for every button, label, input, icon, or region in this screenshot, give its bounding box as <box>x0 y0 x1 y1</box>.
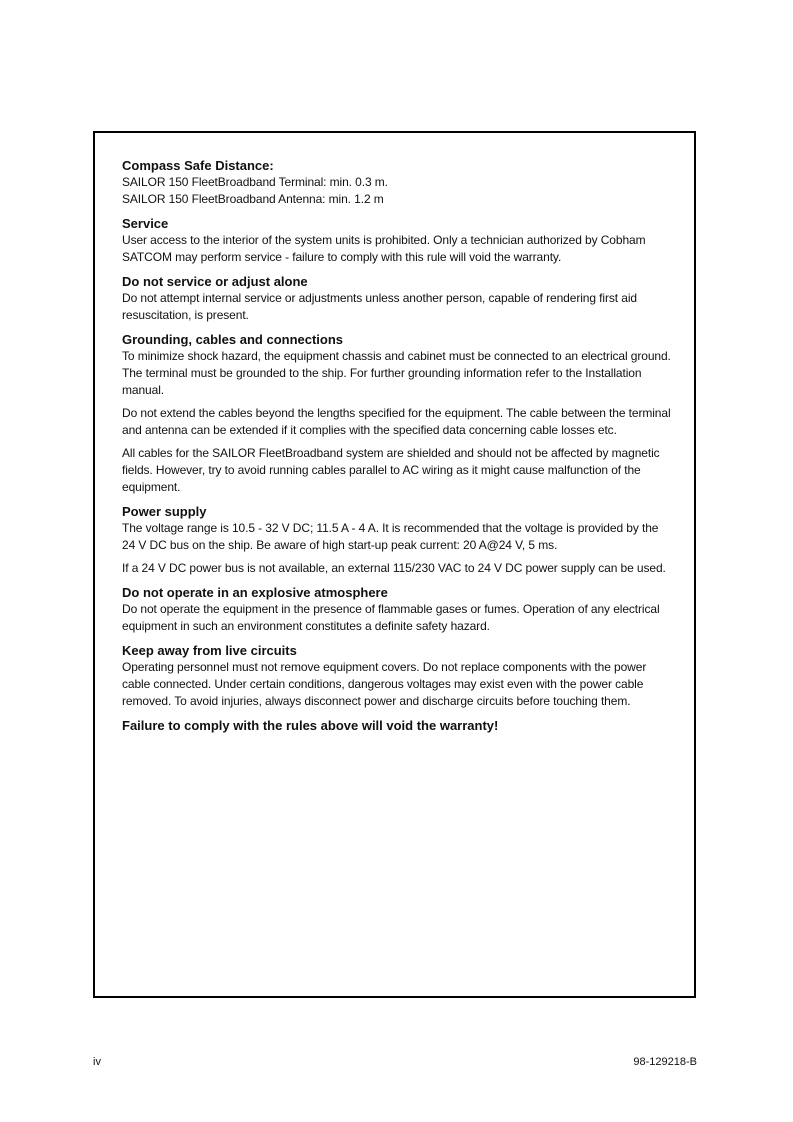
safety-content <box>122 157 672 734</box>
section-paragraph: Do not extend the cables beyond the lengths specified for the equipment. The cable between the terminal and antenna can be extended if it complies with the specified data concerning cable losses etc. <box>122 406 671 437</box>
section-paragraph: To minimize shock hazard, the equipment chassis and cabinet must be connected to an electrical ground. The terminal must be grounded to the ship. For further grounding information refer to the Installation manual. <box>122 349 671 397</box>
section-heading: Power supply <box>122 504 207 519</box>
section-paragraph: Do not operate the equipment in the presence of flammable gases or fumes. Operation of any electrical equipment in such an environment constitutes a definite safety hazard. <box>122 602 660 633</box>
section-heading: Compass Safe Distance: <box>122 158 274 173</box>
safety-notice-box <box>93 131 696 998</box>
section-paragraph: Do not attempt internal service or adjustments unless another person, capable of rendering first aid resuscitation, is present. <box>122 291 637 322</box>
section-paragraph: User access to the interior of the system units is prohibited. Only a technician authorized by Cobham SATCOM may perform service - failure to comply with this rule will void the warranty. <box>122 233 646 264</box>
section-paragraph: If a 24 V DC power bus is not available, an external 115/230 VAC to 24 V DC power supply can be used. <box>122 561 666 575</box>
section-heading: Do not service or adjust alone <box>122 274 308 289</box>
section-power-supply <box>122 503 672 577</box>
section-heading: Keep away from live circuits <box>122 643 297 658</box>
section-grounding <box>122 331 672 496</box>
section-paragraph: The voltage range is 10.5 - 32 V DC; 11.5 A - 4 A. It is recommended that the voltage is provided by the 24 V DC bus on the ship. Be aware of high start-up peak current: 20 A@24 V, 5 ms. <box>122 521 659 552</box>
section-paragraph: Operating personnel must not remove equipment covers. Do not replace components with the power cable connected. Under certain conditions, dangerous voltages may exist even with the power cable removed. To avoid injuries, always disconnect power and discharge circuits before touching them. <box>122 660 647 708</box>
section-compass-safe-distance <box>122 157 672 208</box>
section-paragraph: SAILOR 150 FleetBroadband Antenna: min. 1.2 m <box>122 192 384 206</box>
section-service <box>122 215 672 266</box>
section-paragraph: All cables for the SAILOR FleetBroadband system are shielded and should not be affected by magnetic fields. However, try to avoid running cables parallel to AC wiring as it might cause malfunction of the equipment. <box>122 446 660 494</box>
section-do-not-service-alone <box>122 273 672 324</box>
page-number: iv <box>93 1056 101 1068</box>
section-heading: Do not operate in an explosive atmosphere <box>122 585 388 600</box>
section-heading: Grounding, cables and connections <box>122 332 344 347</box>
section-paragraph: SAILOR 150 FleetBroadband Terminal: min. 0.3 m. <box>122 175 388 189</box>
document-number: 98-129218-B <box>633 1056 697 1068</box>
final-warning: Failure to comply with the rules above will void the warranty! <box>122 718 499 733</box>
section-live-circuits <box>122 642 672 710</box>
section-explosive-atmosphere <box>122 584 672 635</box>
section-heading: Service <box>122 216 169 231</box>
